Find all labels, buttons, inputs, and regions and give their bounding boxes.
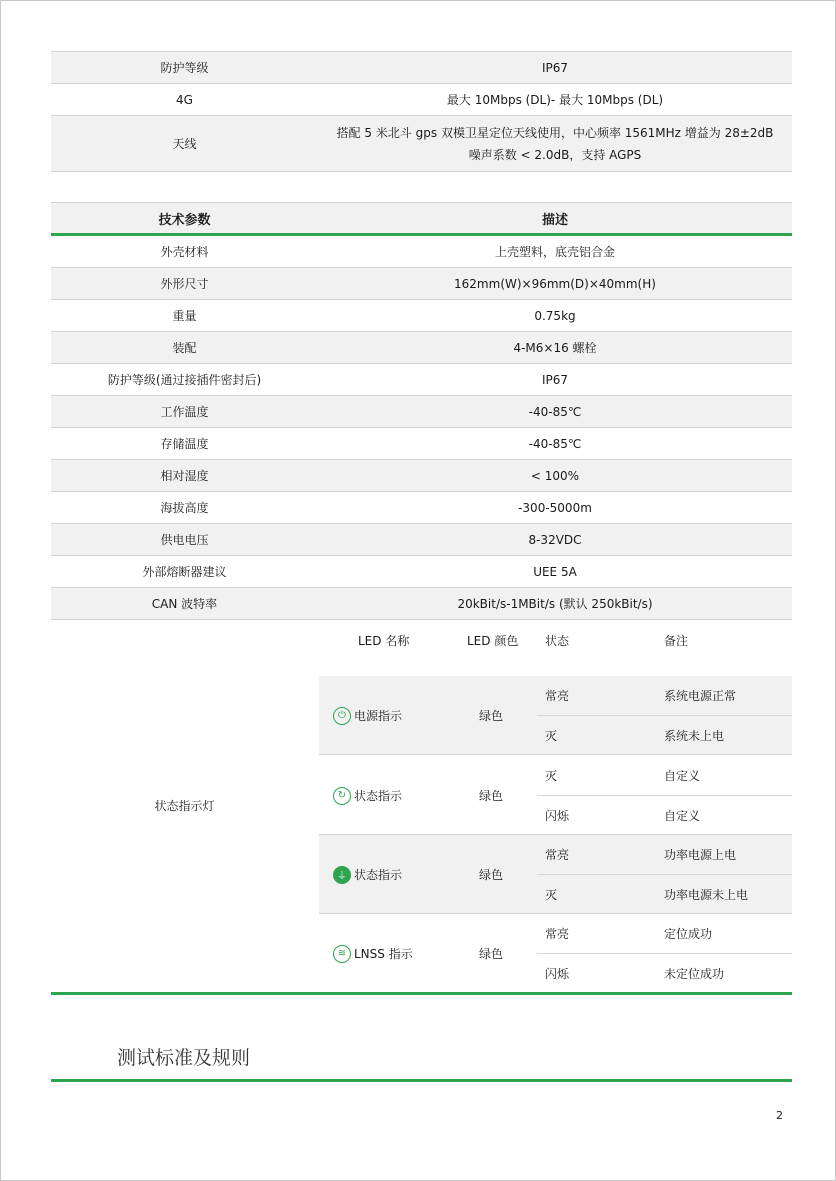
value-cell: 8-32VDC [318,524,792,556]
led-color: 绿色 [479,868,504,882]
table-row [51,588,792,620]
led-header-state: 状态 [545,634,570,648]
param-cell: 海拔高度 [51,492,318,524]
led-state: 闪烁 [545,809,570,823]
param-cell: CAN 波特率 [51,588,318,620]
table-row [51,116,792,172]
led-group-power [319,676,792,755]
value-cell: -40-85℃ [318,428,792,460]
value-cell: -300-5000m [318,492,792,524]
param-cell: 相对湿度 [51,460,318,492]
led-group-power-supply [319,835,792,914]
value-cell: < 100% [318,460,792,492]
header-desc: 描述 [318,203,792,235]
value-cell: 20kBit/s-1MBit/s (默认 250kBit/s) [318,588,792,620]
led-header-color: LED 颜色 [467,634,519,648]
table-row [51,492,792,524]
plug-icon: ⏚ [333,866,351,884]
table-row [51,396,792,428]
param-cell: 4G [51,84,318,116]
value-line: 搭配 5 米北斗 gps 双模卫星定位天线使用，中心频率 1561MHz 增益为 28±2dB [336,125,774,140]
led-section-label: 状态指示灯 [154,799,215,813]
table-header-row [51,203,792,235]
led-note: 自定义 [664,809,701,823]
table-row [51,332,792,364]
table-row [51,84,792,116]
value-cell: UEE 5A [318,556,792,588]
value-cell: 0.75kg [318,300,792,332]
led-state: 灭 [545,769,558,783]
led-state: 灭 [545,729,558,743]
led-note: 未定位成功 [664,967,725,981]
led-state: 常亮 [545,848,570,862]
wifi-icon: ≋ [333,945,351,963]
section-title: 测试标准及规则 [117,1047,251,1069]
value-cell: 162mm(W)×96mm(D)×40mm(H) [318,268,792,300]
value-line: 噪声系数 < 2.0dB，支持 AGPS [468,147,642,162]
table-row [51,524,792,556]
table-bottom-rule [51,992,792,995]
led-note: 系统电源正常 [664,689,737,703]
led-color: 绿色 [479,947,504,961]
spec-table-top [51,51,792,172]
value-cell [318,116,792,172]
led-note: 功率电源上电 [664,848,737,862]
power-icon: ⏻ [333,707,351,725]
table-row [51,52,792,84]
led-note: 系统未上电 [664,729,725,743]
led-name [333,835,402,914]
value-cell: -40-85℃ [318,396,792,428]
param-cell: 重量 [51,300,318,332]
led-state: 灭 [545,888,558,902]
table-row [51,364,792,396]
section-title-rule [51,1079,792,1082]
refresh-icon: ↻ [333,787,351,805]
table-row [51,460,792,492]
value-cell: IP67 [318,52,792,84]
header-param: 技术参数 [51,203,318,235]
led-state: 常亮 [545,689,570,703]
table-row [51,300,792,332]
led-color: 绿色 [479,789,504,803]
param-cell: 外形尺寸 [51,268,318,300]
param-cell: 外壳材料 [51,235,318,268]
led-note: 功率电源未上电 [664,888,749,902]
led-name-label: 电源指示 [354,709,403,723]
led-note: 定位成功 [664,927,713,941]
table-row [51,428,792,460]
table-row [51,268,792,300]
table-row [51,556,792,588]
row-divider [319,754,792,755]
led-header-note: 备注 [664,634,689,648]
led-name-label: 状态指示 [354,868,403,882]
param-cell: 存储温度 [51,428,318,460]
spec-table-main [51,202,792,620]
led-name [333,914,413,993]
led-state: 闪烁 [545,967,570,981]
led-color: 绿色 [479,709,504,723]
led-group-status [319,756,792,835]
param-cell: 供电电压 [51,524,318,556]
value-cell: IP67 [318,364,792,396]
led-name [333,676,402,755]
param-cell: 工作温度 [51,396,318,428]
param-cell: 防护等级(通过接插件密封后) [51,364,318,396]
led-group-lnss [319,914,792,993]
param-cell: 防护等级 [51,52,318,84]
value-cell: 上壳塑料，底壳铝合金 [318,235,792,268]
param-cell: 外部熔断器建议 [51,556,318,588]
param-cell: 装配 [51,332,318,364]
led-name [333,756,402,835]
led-name-label: LNSS 指示 [354,947,413,961]
table-row [51,235,792,268]
led-note: 自定义 [664,769,701,783]
led-name-label: 状态指示 [354,789,403,803]
led-state: 常亮 [545,927,570,941]
value-cell: 4-M6×16 螺栓 [318,332,792,364]
value-cell: 最大 10Mbps (DL)- 最大 10Mbps (DL) [318,84,792,116]
param-cell: 天线 [51,116,318,172]
page-number: 2 [776,1109,783,1122]
led-header-name: LED 名称 [358,634,410,648]
